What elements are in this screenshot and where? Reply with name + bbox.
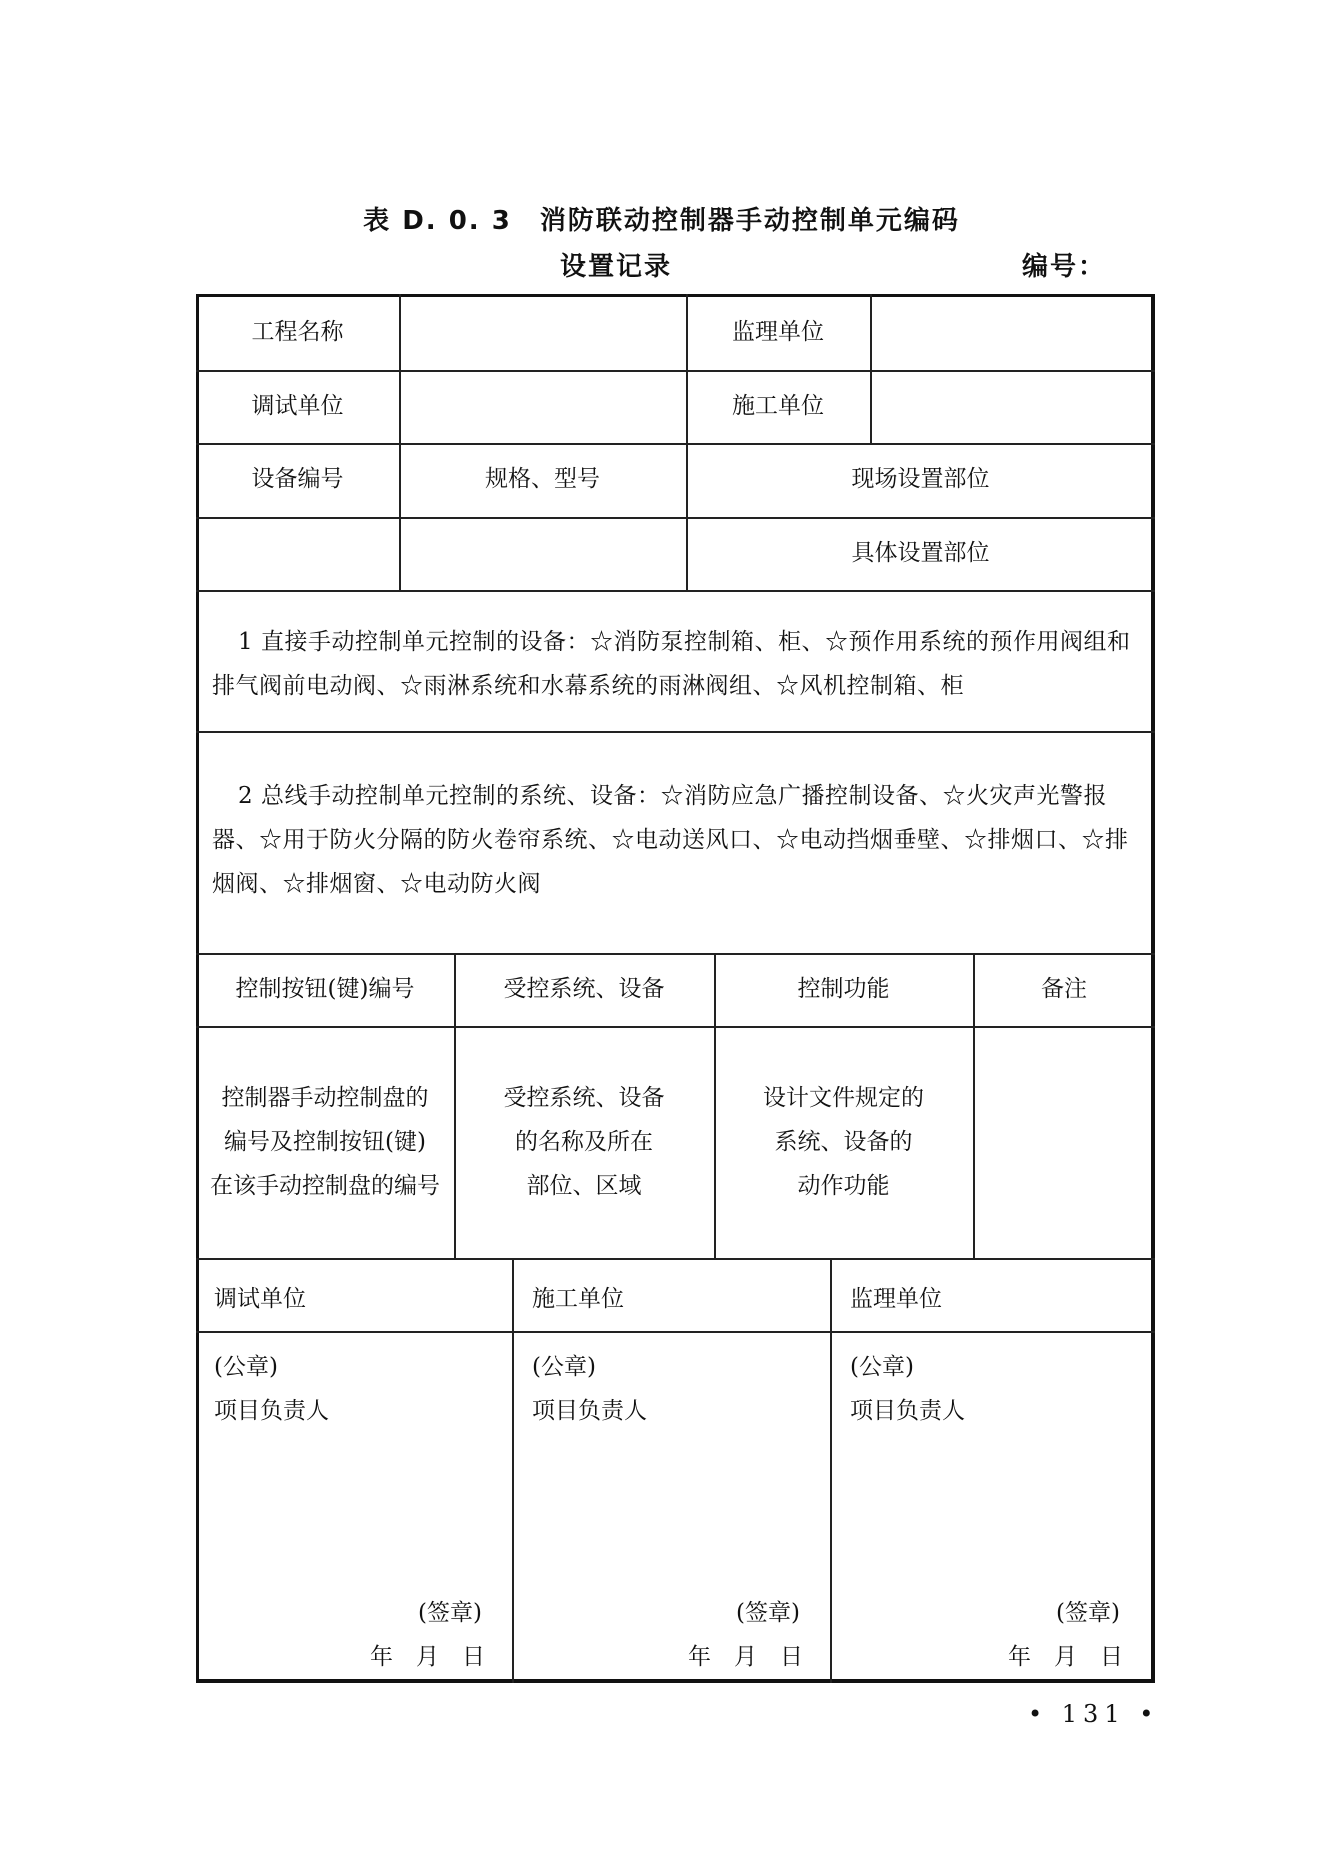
specific-location-header: 具体设置部位: [851, 539, 990, 566]
control-function-header: 控制功能: [797, 975, 890, 1002]
supervision-unit-signature-label: 监理单位: [850, 1286, 942, 1312]
description-line: 部位、区域: [526, 1173, 642, 1199]
description-line: 动作功能: [797, 1173, 890, 1199]
table-subtitle: 设置记录: [560, 252, 673, 282]
remarks-header: 备注: [1041, 975, 1087, 1002]
debug-unit-date: 年 月 日: [370, 1644, 485, 1670]
note-direct-manual-control: 1 直接手动控制单元控制的设备：☆消防泵控制箱、柜、☆预作用系统的预作用阀组和排气阀前电动阀、☆雨淋系统和水幕系统的雨淋阀组、☆风机控制箱、柜: [212, 629, 1131, 699]
debug-unit-sign: (签章): [418, 1600, 482, 1626]
construction-unit-project-lead: 项目负责人: [532, 1398, 647, 1424]
controlled-system-header: 受控系统、设备: [503, 975, 665, 1002]
description-line: 编号及控制按钮(键): [224, 1129, 426, 1155]
description-line: 设计文件规定的: [763, 1085, 924, 1111]
grid-line: [512, 1258, 514, 1683]
controlled-system-description: [454, 1026, 714, 1258]
grid-line: [830, 1258, 832, 1683]
supervision-unit-sign: (签章): [1056, 1600, 1120, 1626]
construction-unit-signature-label: 施工单位: [532, 1286, 624, 1312]
supervision-unit-project-lead: 项目负责人: [850, 1398, 965, 1424]
supervision-unit-label: 监理单位: [732, 319, 824, 346]
debug-unit-signature-label: 调试单位: [214, 1286, 306, 1312]
description-line: 系统、设备的: [774, 1129, 913, 1155]
doc-number-label: 编号：: [1022, 252, 1107, 282]
control-function-description: [714, 1026, 973, 1258]
construction-unit-sign: (签章): [736, 1600, 800, 1626]
description-line: 控制器手动控制盘的: [221, 1085, 429, 1111]
page-number: • 131 •: [1028, 1700, 1160, 1728]
supervision-unit-date: 年 月 日: [1008, 1644, 1123, 1670]
spec-model-header: 规格、型号: [485, 466, 600, 493]
description-line: 的名称及所在: [515, 1129, 653, 1155]
device-number-header: 设备编号: [251, 466, 344, 493]
supervision-unit-seal: (公章): [850, 1354, 914, 1380]
construction-unit-seal: (公章): [532, 1354, 596, 1380]
grid-line: [870, 294, 872, 443]
debug-unit-project-lead: 项目负责人: [214, 1398, 329, 1424]
debug-unit-label: 调试单位: [251, 392, 344, 419]
description-line: 在该手动控制盘的编号: [210, 1173, 440, 1199]
note-bus-manual-control: 2 总线手动控制单元控制的系统、设备：☆消防应急广播控制设备、☆火灾声光警报器、☆用于防火分隔的防火卷帘系统、☆电动送风口、☆电动挡烟垂壁、☆排烟口、☆排烟阀、☆排烟窗、☆电动防火阀: [212, 783, 1129, 897]
grid-line: [196, 731, 1155, 733]
table-title: 表 D. 0. 3 消防联动控制器手动控制单元编码: [363, 206, 960, 236]
grid-line: [196, 1331, 1155, 1333]
site-location-header: 现场设置部位: [851, 466, 990, 493]
project-name-label: 工程名称: [251, 319, 344, 346]
description-line: 受控系统、设备: [503, 1085, 665, 1111]
grid-line: [399, 294, 401, 590]
debug-unit-seal: (公章): [214, 1354, 278, 1380]
control-button-number-description: [196, 1026, 454, 1258]
control-button-number-header: 控制按钮(键)编号: [235, 975, 415, 1002]
grid-line: [196, 1258, 1155, 1260]
construction-unit-label: 施工单位: [732, 392, 824, 419]
grid-line: [196, 590, 1155, 592]
construction-unit-date: 年 月 日: [688, 1644, 803, 1670]
